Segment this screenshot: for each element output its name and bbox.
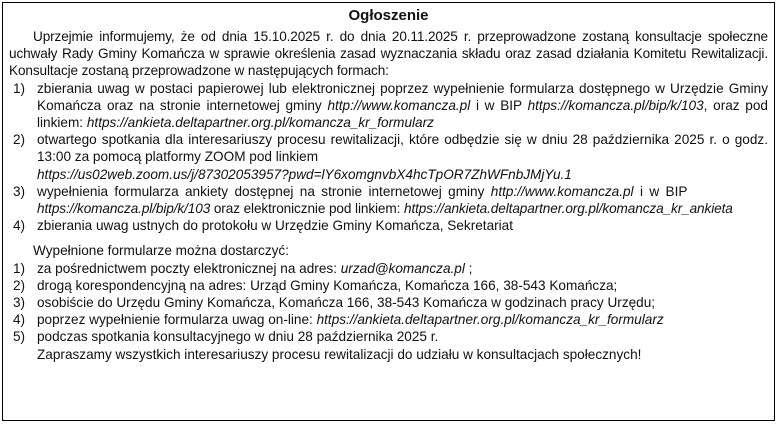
zoom-link[interactable]: https://us02web.zoom.us/j/87302053957?pwd=lY6xomgnvbX4hcTpOR7ZhWFnbJMjYu.1 — [37, 166, 572, 182]
item-text: otwartego spotkania dla interesariuszy procesu rewitalizacji, które odbędzie się w dniu 28 października 2025 r. o godz. 13:00 za pomocą platformy ZOOM pod linkiem — [37, 132, 768, 165]
announcement-title: Ogłoszenie — [348, 7, 429, 24]
consultation-forms-list — [9, 80, 768, 235]
item-number: 4) — [13, 218, 26, 234]
list-item-delivery-4 — [9, 311, 768, 328]
item-text: zbierania uwag ustnych do protokołu w Urzędzie Gminy Komańcza, Sekretariat — [37, 218, 514, 234]
list-item-delivery-3 — [9, 294, 768, 311]
item-text: ; — [464, 260, 473, 276]
closing-invitation: Zapraszamy wszystkich interesariuszy procesu rewitalizacji do udziału w konsultacjach społecznych! — [37, 346, 642, 362]
item-text: podczas spotkania konsultacyjnego w dniu 28 października 2025 r. — [37, 329, 439, 345]
list-item-delivery-1 — [9, 260, 768, 277]
gmina-website-link[interactable]: http://www.komancza.pl — [327, 97, 471, 113]
item-number: 2) — [13, 277, 26, 293]
list-item-form-1 — [9, 80, 768, 132]
bip-link[interactable]: https://komancza.pl/bip/k/103 — [37, 201, 211, 217]
item-text: poprzez wypełnienie formularza uwag on-line: — [37, 312, 317, 328]
item-number: 1) — [13, 80, 26, 96]
list-item-form-3 — [9, 183, 768, 217]
survey-link[interactable]: https://ankieta.deltapartner.org.pl/komancza_kr_ankieta — [403, 201, 733, 217]
list-item-form-2 — [9, 131, 768, 183]
item-text: oraz elektronicznie pod linkiem: — [210, 201, 404, 217]
bip-link[interactable]: https://komancza.pl/bip/k/103 — [527, 97, 704, 113]
list-item-delivery-5 — [9, 328, 768, 345]
email-link[interactable]: urzad@komancza.pl — [340, 260, 465, 276]
item-number: 1) — [13, 260, 26, 276]
section-spacer — [9, 234, 768, 242]
list-item-delivery-2 — [9, 277, 768, 294]
list-item-form-4 — [9, 217, 768, 234]
item-text: , oraz pod linkiem: — [37, 97, 768, 131]
item-number: 2) — [13, 132, 26, 148]
item-number: 3) — [13, 295, 26, 311]
item-text: i w BIP — [633, 183, 688, 199]
item-text: osobiście do Urzędu Gminy Komańcza, Komańcza 166, 38-543 Komańcza w godzinach pracy Urzędu; — [37, 295, 656, 311]
item-text: i w BIP — [470, 97, 528, 113]
form-link[interactable]: https://ankieta.deltapartner.org.pl/komancza_kr_formularz — [86, 115, 434, 131]
delivery-methods-list — [9, 260, 768, 346]
delivery-intro: Wypełnione formularze można dostarczyć: — [33, 243, 289, 259]
intro-paragraph: Uprzejmie informujemy, że od dnia 15.10.2025 r. do dnia 20.11.2025 r. przeprowadzone zostaną konsultacje społeczne uchwały Rady Gminy Komańcza w sprawie określenia zasad wyznaczania składu oraz zasad działania Komitetu Rewitalizacji. Konsultacje zostaną przeprowadzone w następujących formach: — [9, 29, 768, 79]
gmina-website-link[interactable]: http://www.komancza.pl — [490, 183, 634, 199]
online-form-link[interactable]: https://ankieta.deltapartner.org.pl/komancza_kr_formularz — [316, 312, 664, 328]
item-number: 3) — [13, 183, 26, 199]
item-text: drogą korespondencyjną na adres: Urząd Gminy Komańcza, Komańcza 166, 38-543 Komańcza; — [37, 277, 618, 293]
item-number: 5) — [13, 329, 26, 345]
item-number: 4) — [13, 312, 26, 328]
announcement-box — [2, 2, 775, 421]
item-text: wypełnienia formularza ankiety dostępnej na stronie internetowej gminy — [37, 183, 491, 199]
item-text: za pośrednictwem poczty elektronicznej na adres: — [37, 260, 341, 276]
item-text: zbierania uwag w postaci papierowej lub elektronicznej poprzez wypełnienie formularza dostępnego w Urzędzie Gminy Komańcza oraz na stronie internetowej gminy — [37, 80, 768, 113]
